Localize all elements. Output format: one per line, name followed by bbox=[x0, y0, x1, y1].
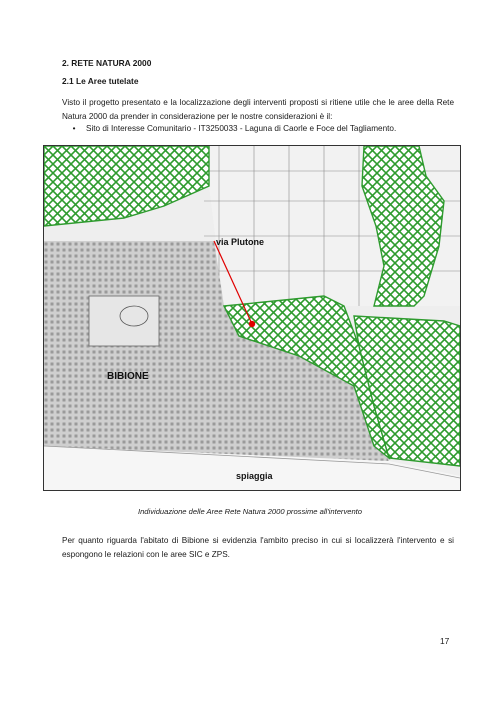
bullet-icon: • bbox=[72, 124, 76, 133]
beach-label: spiaggia bbox=[236, 471, 273, 481]
paragraph-2: Per quanto riguarda l'abitato di Bibione si evidenzia l'ambito preciso in cui si localizzerà l'intervento e si espongono le relazioni con le aree SIC e ZPS. bbox=[62, 536, 454, 559]
bullet-item bbox=[62, 124, 396, 133]
bullet-text: Sito di Interesse Comunitario - IT3250033 - Laguna di Caorle e Foce del Tagliamento. bbox=[86, 124, 397, 133]
subsection-heading: 2.1 Le Aree tutelate bbox=[62, 76, 139, 86]
page-number: 17 bbox=[440, 636, 450, 646]
site-marker bbox=[249, 321, 255, 327]
intro-paragraph: Visto il progetto presentato e la localizzazione degli interventi proposti si ritiene utile che le aree della Rete Natura 2000 da prender in considerazione per le nostre considerazioni è il: bbox=[62, 98, 454, 121]
map-graphic bbox=[44, 146, 460, 490]
site-map bbox=[43, 145, 461, 491]
sports-ground bbox=[89, 296, 159, 346]
street-label: via Plutone bbox=[216, 237, 265, 247]
map-caption: Individuazione delle Aree Rete Natura 2000 prossime all'intervento bbox=[137, 507, 363, 516]
town-label: BIBIONE bbox=[107, 371, 149, 382]
section-heading: 2. RETE NATURA 2000 bbox=[62, 58, 152, 68]
